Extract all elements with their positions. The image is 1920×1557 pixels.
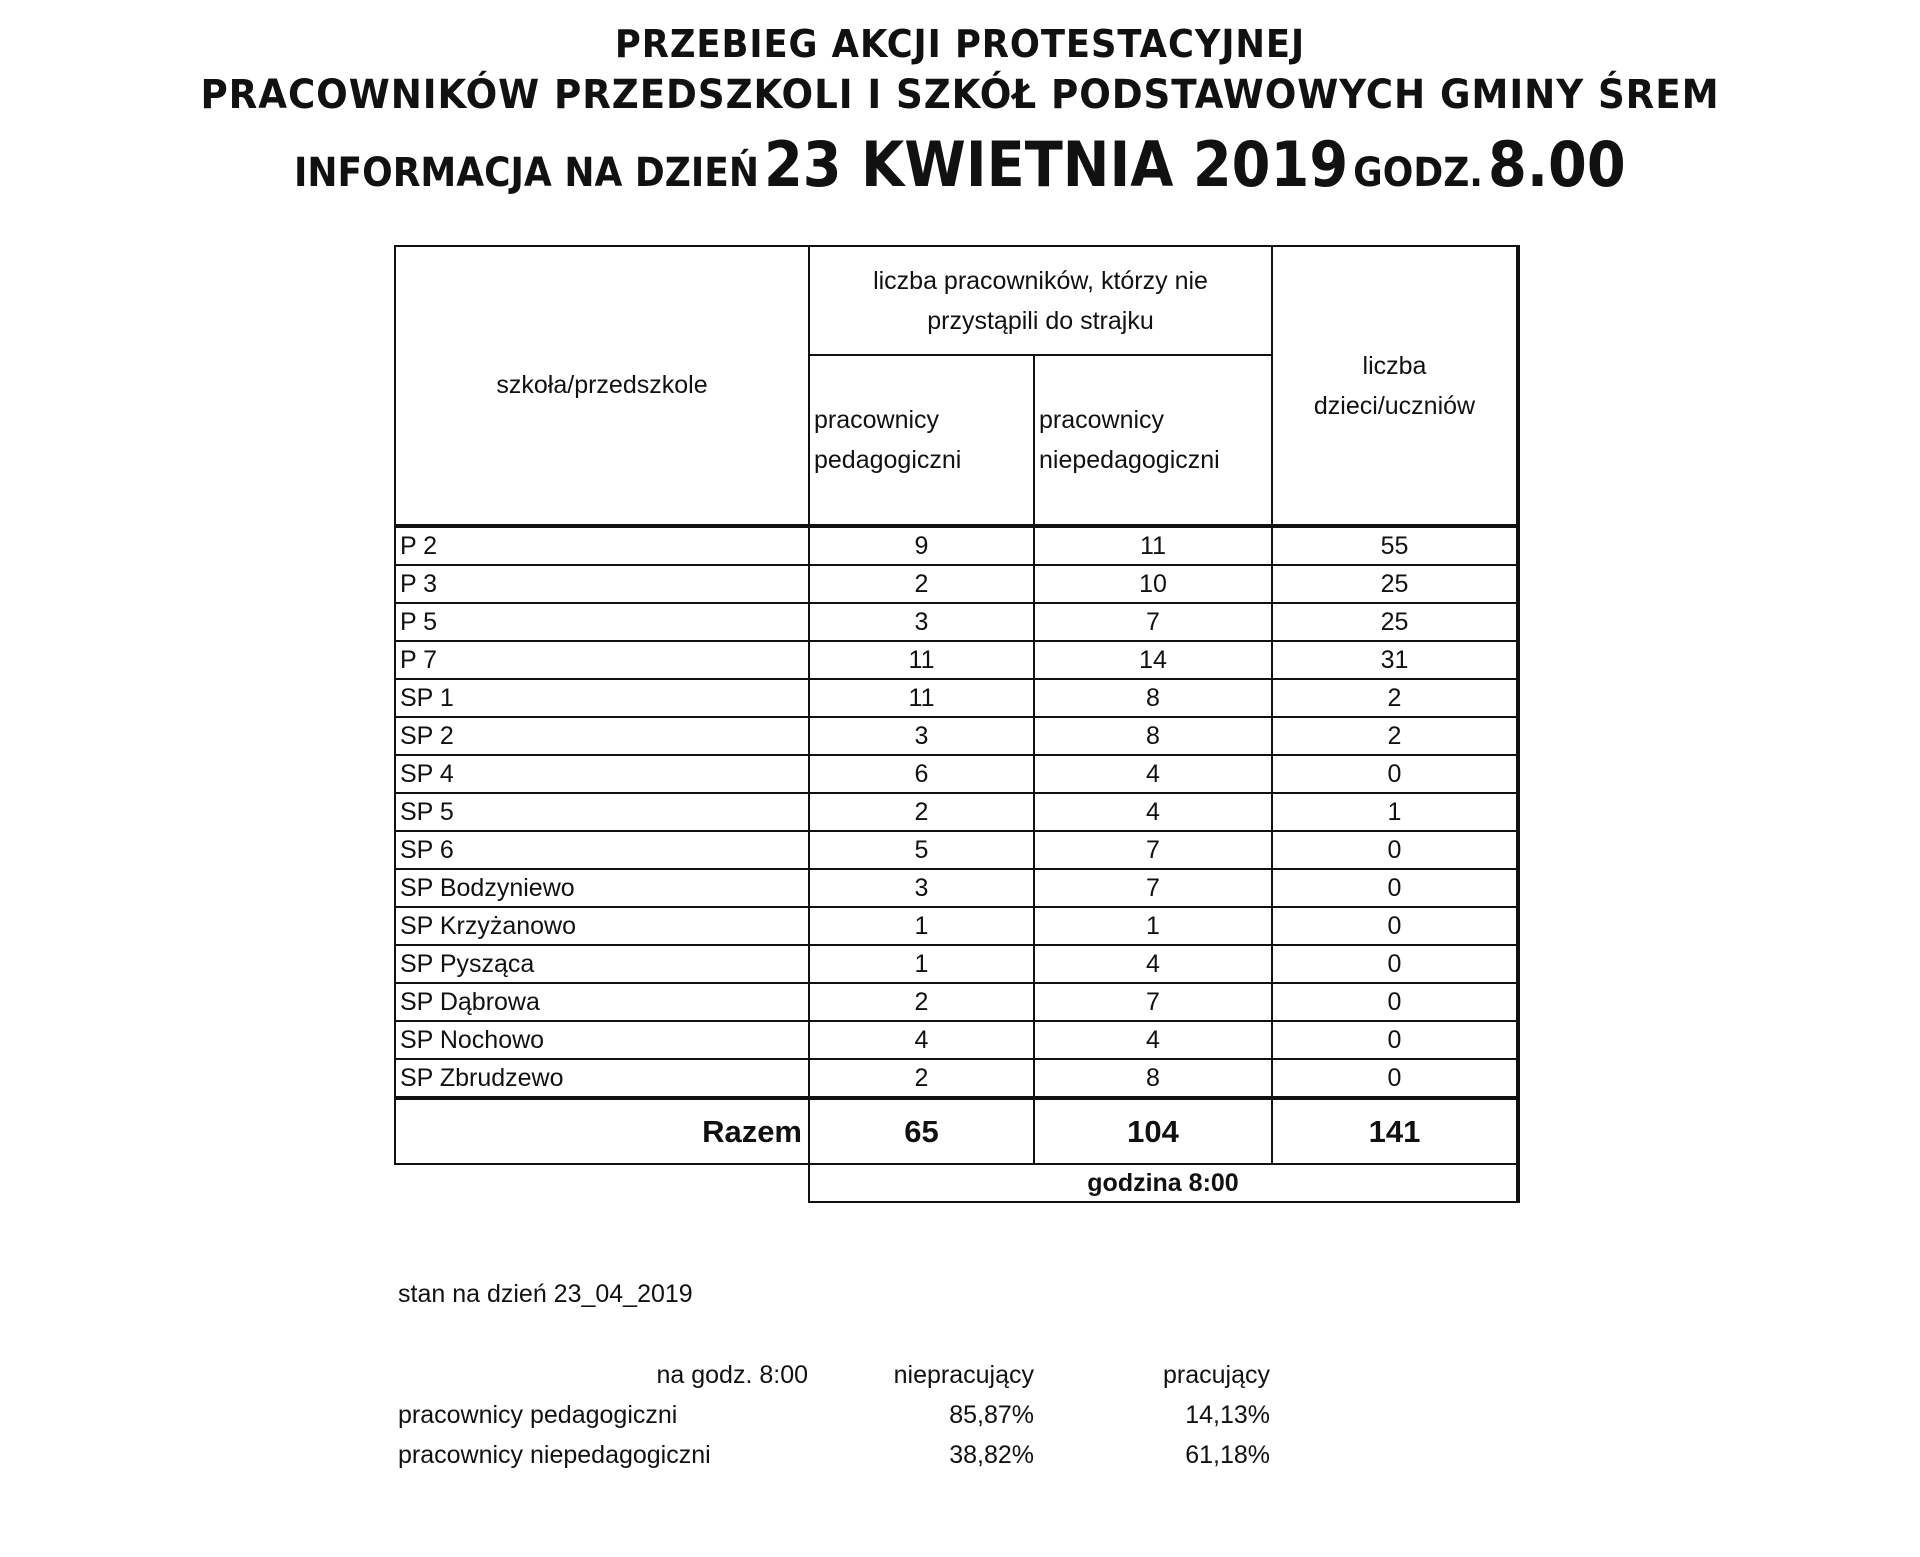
- kids-count-cell: 55: [1272, 526, 1518, 565]
- table-row: [395, 907, 1518, 945]
- kids-count-cell: 31: [1272, 641, 1518, 679]
- summary-col2: 14,13%: [1185, 1400, 1270, 1429]
- header-nieped-text: pracownicy niepedagogiczni: [1039, 406, 1220, 474]
- total-ped: 65: [809, 1098, 1034, 1164]
- total-row: [395, 1098, 1518, 1164]
- nieped-count-cell: 1: [1034, 907, 1272, 945]
- nieped-count-cell: 8: [1034, 1059, 1272, 1098]
- kids-count-cell: 0: [1272, 983, 1518, 1021]
- header-ped-text: pracownicy pedagogiczni: [814, 406, 962, 474]
- school-name-cell: SP Pysząca: [395, 945, 809, 983]
- summary-header-col2: pracujący: [1163, 1360, 1270, 1389]
- header-group-text: liczba pracowników, którzy nie przystąpili do strajku: [873, 266, 1208, 335]
- kids-count-cell: 2: [1272, 679, 1518, 717]
- kids-count-cell: 0: [1272, 907, 1518, 945]
- header-ped: [809, 355, 1034, 526]
- school-name-cell: P 2: [395, 526, 809, 565]
- table-row: [395, 679, 1518, 717]
- table-body: [395, 526, 1518, 1098]
- ped-count-cell: 2: [809, 983, 1034, 1021]
- table-row: [395, 1059, 1518, 1098]
- ped-count-cell: 11: [809, 679, 1034, 717]
- footer-row: [395, 1164, 1518, 1202]
- table-row: [395, 983, 1518, 1021]
- summary-col1: 38,82%: [949, 1440, 1034, 1469]
- table-row: [395, 641, 1518, 679]
- ped-count-cell: 3: [809, 603, 1034, 641]
- table-row: [395, 717, 1518, 755]
- ped-count-cell: 5: [809, 831, 1034, 869]
- footer-hour: godzina 8:00: [809, 1164, 1518, 1202]
- summary-label: pracownicy niepedagogiczni: [398, 1440, 711, 1469]
- title-godz: GODZ.: [1353, 150, 1484, 196]
- table-row: [395, 1021, 1518, 1059]
- nieped-count-cell: 7: [1034, 831, 1272, 869]
- nieped-count-cell: 7: [1034, 603, 1272, 641]
- kids-count-cell: 0: [1272, 945, 1518, 983]
- table-row: [395, 755, 1518, 793]
- nieped-count-cell: 4: [1034, 945, 1272, 983]
- header-kids: [1272, 246, 1518, 526]
- title-line-1: PRZEBIEG AKCJI PROTESTACYJNEJ: [614, 22, 1306, 66]
- kids-count-cell: 25: [1272, 603, 1518, 641]
- title-line-3: [0, 128, 1920, 201]
- nieped-count-cell: 4: [1034, 1021, 1272, 1059]
- school-name-cell: SP Krzyżanowo: [395, 907, 809, 945]
- ped-count-cell: 9: [809, 526, 1034, 565]
- school-name-cell: SP 5: [395, 793, 809, 831]
- ped-count-cell: 11: [809, 641, 1034, 679]
- header-school: szkoła/przedszkole: [395, 246, 809, 526]
- title-line-2: PRACOWNIKÓW PRZEDSZKOLI I SZKÓŁ PODSTAWOWYCH GMINY ŚREM: [200, 72, 1720, 118]
- summary-header: [398, 1355, 1270, 1395]
- strike-table: [394, 245, 1520, 1203]
- ped-count-cell: 2: [809, 565, 1034, 603]
- school-name-cell: SP 2: [395, 717, 809, 755]
- total-kids: 141: [1272, 1098, 1518, 1164]
- header-group: [809, 246, 1272, 355]
- ped-count-cell: 2: [809, 1059, 1034, 1098]
- ped-count-cell: 3: [809, 717, 1034, 755]
- school-name-cell: SP Dąbrowa: [395, 983, 809, 1021]
- school-name-cell: SP 4: [395, 755, 809, 793]
- school-name-cell: P 5: [395, 603, 809, 641]
- summary-header-col1: niepracujący: [893, 1360, 1034, 1389]
- table-row: [395, 945, 1518, 983]
- ped-count-cell: 3: [809, 869, 1034, 907]
- summary-row: [398, 1435, 1270, 1475]
- nieped-count-cell: 7: [1034, 869, 1272, 907]
- ped-count-cell: 6: [809, 755, 1034, 793]
- summary-table: [398, 1355, 1270, 1475]
- ped-count-cell: 1: [809, 945, 1034, 983]
- school-name-cell: P 7: [395, 641, 809, 679]
- kids-count-cell: 0: [1272, 755, 1518, 793]
- table-row: [395, 869, 1518, 907]
- kids-count-cell: 2: [1272, 717, 1518, 755]
- nieped-count-cell: 8: [1034, 679, 1272, 717]
- school-name-cell: SP Nochowo: [395, 1021, 809, 1059]
- ped-count-cell: 4: [809, 1021, 1034, 1059]
- school-name-cell: SP Bodzyniewo: [395, 869, 809, 907]
- header-kids-text: liczba dzieci/uczniów: [1313, 351, 1476, 420]
- total-label: Razem: [395, 1098, 809, 1164]
- table-row: [395, 565, 1518, 603]
- summary-col2: 61,18%: [1185, 1440, 1270, 1469]
- kids-count-cell: 0: [1272, 1021, 1518, 1059]
- title-date-prefix: INFORMACJA NA DZIEŃ: [294, 150, 760, 196]
- summary-label: pracownicy pedagogiczni: [398, 1400, 678, 1429]
- nieped-count-cell: 4: [1034, 793, 1272, 831]
- kids-count-cell: 0: [1272, 1059, 1518, 1098]
- kids-count-cell: 0: [1272, 869, 1518, 907]
- school-name-cell: SP 1: [395, 679, 809, 717]
- ped-count-cell: 1: [809, 907, 1034, 945]
- title-date: 23 KWIETNIA 2019: [764, 128, 1349, 201]
- status-date: stan na dzień 23_04_2019: [398, 1280, 693, 1308]
- nieped-count-cell: 14: [1034, 641, 1272, 679]
- title-time: 8.00: [1488, 128, 1626, 201]
- nieped-count-cell: 10: [1034, 565, 1272, 603]
- summary-col1: 85,87%: [949, 1400, 1034, 1429]
- nieped-count-cell: 4: [1034, 755, 1272, 793]
- nieped-count-cell: 7: [1034, 983, 1272, 1021]
- nieped-count-cell: 8: [1034, 717, 1272, 755]
- table-row: [395, 603, 1518, 641]
- ped-count-cell: 2: [809, 793, 1034, 831]
- table-row: [395, 526, 1518, 565]
- summary-row: [398, 1395, 1270, 1435]
- kids-count-cell: 0: [1272, 831, 1518, 869]
- nieped-count-cell: 11: [1034, 526, 1272, 565]
- kids-count-cell: 25: [1272, 565, 1518, 603]
- school-name-cell: SP Zbrudzewo: [395, 1059, 809, 1098]
- school-name-cell: SP 6: [395, 831, 809, 869]
- summary-header-label: na godz. 8:00: [656, 1360, 808, 1389]
- header-nieped: [1034, 355, 1272, 526]
- kids-count-cell: 1: [1272, 793, 1518, 831]
- footer-blank: [395, 1164, 809, 1202]
- table-row: [395, 793, 1518, 831]
- total-nieped: 104: [1034, 1098, 1272, 1164]
- table-row: [395, 831, 1518, 869]
- school-name-cell: P 3: [395, 565, 809, 603]
